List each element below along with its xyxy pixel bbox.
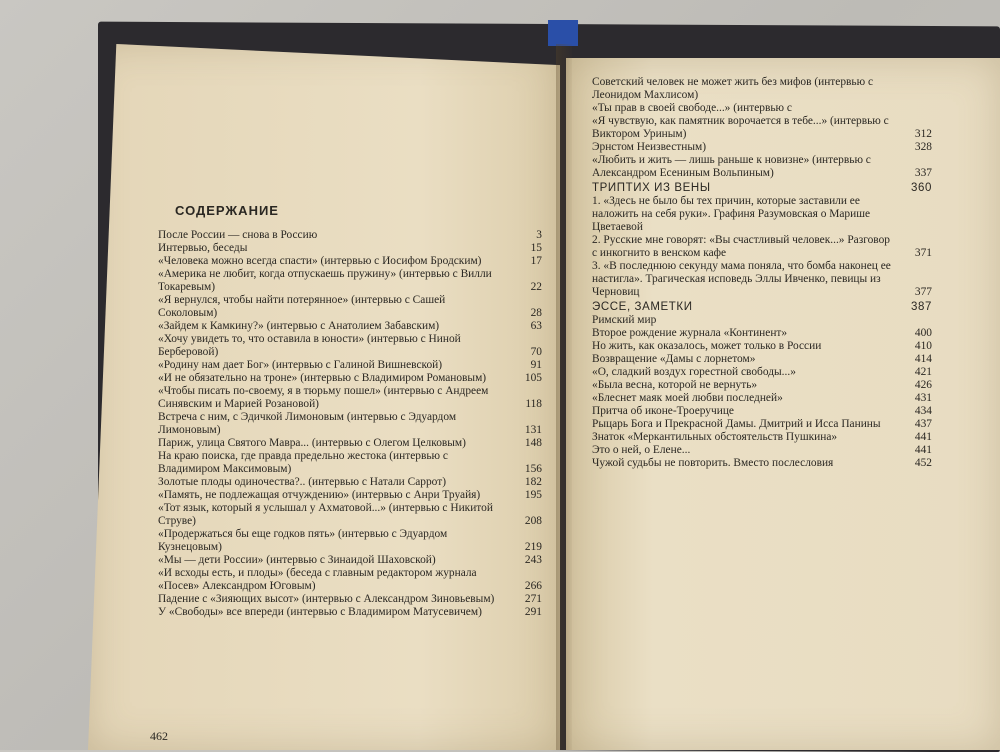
toc-entry-title: «И не обязательно на троне» (интервью с Владимиром Романовым) xyxy=(158,372,487,384)
toc-entry-title: Золотые плоды одиночества?.. (интервью с Натали Саррот) xyxy=(158,476,446,488)
page-number: 462 xyxy=(150,729,168,743)
toc-entry-title: Это о ней, о Елене... xyxy=(592,444,691,456)
toc-entry-page: 337 xyxy=(914,167,932,179)
toc-entry-page: 91 xyxy=(530,359,542,371)
toc-entry xyxy=(592,405,932,418)
toc-entry-page: 434 xyxy=(914,405,932,417)
toc-entry-page: 266 xyxy=(524,580,542,592)
toc-entry-title: ТРИПТИХ ИЗ ВЕНЫ xyxy=(592,182,711,194)
toc-entry-title: «Человека можно всегда спасти» (интервью с Иосифом Бродским) xyxy=(158,255,482,267)
toc-entry xyxy=(158,372,542,385)
toc-entry xyxy=(158,268,542,294)
toc-entry-title: Падение с «Зияющих высот» (интервью с Александром Зиновьевым) xyxy=(158,593,495,605)
toc-entry-title: «Любить и жить — лишь раньше к новизне» (интервью с Александром Есениным Вольпиным) xyxy=(592,154,871,179)
toc-entry-title: «Тот язык, который я услышал у Ахматовой...» (интервью с Никитой Струве) xyxy=(158,502,493,527)
contents-heading: СОДЕРЖАНИЕ xyxy=(175,203,279,218)
toc-entry-title: После России — снова в Россию xyxy=(158,229,318,241)
toc-entry xyxy=(592,431,932,444)
toc-entry xyxy=(592,234,932,260)
toc-entry-title: «Америка не любит, когда отпускаешь пружину» (интервью с Вилли Токаревым) xyxy=(158,268,492,293)
toc-entry-title: ЭССЕ, ЗАМЕТКИ xyxy=(592,301,693,313)
toc-entry xyxy=(158,528,542,554)
toc-entry xyxy=(158,450,542,476)
toc-entry-page: 105 xyxy=(524,372,542,384)
toc-entry-title: «Чтобы писать по-своему, я в тюрьму пошел» (интервью с Андреем Синявским и Марией Розановой) xyxy=(158,385,489,410)
toc-entry xyxy=(592,102,932,115)
toc-entry-page: 208 xyxy=(524,515,542,527)
toc-entry-page: 118 xyxy=(525,398,542,410)
toc-entry xyxy=(158,437,542,450)
toc-entry-page: 431 xyxy=(914,392,932,404)
toc-entry-page: 437 xyxy=(914,418,932,430)
toc-entry-title: Возвращение «Дамы с лорнетом» xyxy=(592,353,756,365)
toc-entry-title: «Хочу увидеть то, что оставила в юности» (интервью с Ниной Берберовой) xyxy=(158,333,461,358)
toc-entry-title: Римский мир xyxy=(592,314,657,326)
toc-section-heading xyxy=(592,301,932,314)
toc-entry-page: 271 xyxy=(524,593,542,605)
cover-blue-patch xyxy=(548,20,578,46)
toc-entry xyxy=(158,411,542,437)
toc-entry-page: 371 xyxy=(914,247,932,259)
toc-entry-page: 377 xyxy=(914,286,932,298)
toc-entry-title: 1. «Здесь не было бы тех причин, которые заставили ее наложить на себя руки». Графиня Разумовская о Марише Цветаевой xyxy=(592,195,871,233)
toc-entry-page: 156 xyxy=(524,463,542,475)
toc-entry-title: «Мы — дети России» (интервью с Зинаидой Шаховской) xyxy=(158,554,436,566)
toc-entry-page: 17 xyxy=(530,255,542,267)
toc-entry-title: У «Свободы» все впереди (интервью с Владимиром Матусевичем) xyxy=(158,606,482,618)
toc-entry-title: «Продержаться бы еще годков пять» (интервью с Эдуардом Кузнецовым) xyxy=(158,528,448,553)
toc-entry-title: «И всходы есть, и плоды» (беседа с главным редактором журнала «Посев» Александром Юговым) xyxy=(158,567,477,592)
toc-entry xyxy=(158,294,542,320)
toc-entry xyxy=(592,392,932,405)
toc-entry-page: 243 xyxy=(524,554,542,566)
toc-entry-title: Но жить, как оказалось, может только в России xyxy=(592,340,822,352)
toc-entry-page: 22 xyxy=(530,281,542,293)
toc-entry-title: «О, сладкий воздух горестной свободы...» xyxy=(592,366,796,378)
left-toc xyxy=(158,229,542,619)
toc-entry xyxy=(158,489,542,502)
toc-entry-title: Второе рождение журнала «Континент» xyxy=(592,327,788,339)
toc-entry-title: Советский человек не может жить без мифов (интервью с Леонидом Махлисом) xyxy=(592,76,874,101)
toc-entry xyxy=(158,606,542,619)
toc-entry-title: «Память, не подлежащая отчуждению» (интервью с Анри Труайя) xyxy=(158,489,481,501)
toc-entry-title: «Была весна, которой не вернуть» xyxy=(592,379,758,391)
toc-entry-title: На краю поиска, где правда предельно жестока (интервью с Владимиром Максимовым) xyxy=(158,450,448,475)
toc-entry xyxy=(592,76,932,102)
toc-entry xyxy=(158,242,542,255)
toc-entry-page: 63 xyxy=(530,320,542,332)
toc-entry-page: 387 xyxy=(911,301,932,313)
toc-entry-page: 441 xyxy=(914,444,932,456)
toc-entry-page: 219 xyxy=(524,541,542,553)
toc-entry xyxy=(158,567,542,593)
toc-entry-title: Рыцарь Бога и Прекрасной Дамы. Дмитрий и Исса Панины xyxy=(592,418,881,430)
toc-entry-title: Притча об иконе-Троеручице xyxy=(592,405,734,417)
toc-entry xyxy=(158,385,542,411)
toc-entry xyxy=(592,418,932,431)
toc-entry-title: Париж, улица Святого Мавра... (интервью с Олегом Целковым) xyxy=(158,437,466,449)
toc-entry xyxy=(592,353,932,366)
toc-entry-title: Встреча с ним, с Эдичкой Лимоновым (интервью с Эдуардом Лимоновым) xyxy=(158,411,457,436)
toc-entry-page: 312 xyxy=(914,128,932,140)
toc-entry-page: 3 xyxy=(536,229,542,241)
toc-entry-page: 15 xyxy=(530,242,542,254)
toc-entry xyxy=(592,379,932,392)
toc-entry xyxy=(158,554,542,567)
toc-entry xyxy=(592,141,932,154)
right-toc xyxy=(592,76,932,470)
toc-entry xyxy=(592,457,932,470)
toc-entry-page: 410 xyxy=(914,340,932,352)
toc-entry xyxy=(592,366,932,379)
toc-entry-title: «Блеснет маяк моей любви последней» xyxy=(592,392,783,404)
toc-entry xyxy=(592,444,932,457)
toc-entry-title: Знаток «Меркантильных обстоятельств Пушкина» xyxy=(592,431,838,443)
toc-entry-page: 291 xyxy=(524,606,542,618)
toc-entry xyxy=(592,195,932,234)
toc-entry-page: 400 xyxy=(914,327,932,339)
toc-entry-page: 131 xyxy=(524,424,542,436)
toc-entry-title: «Родину нам дает Бог» (интервью с Галиной Вишневской) xyxy=(158,359,443,371)
toc-entry-title: «Я вернулся, чтобы найти потерянное» (интервью с Сашей Соколовым) xyxy=(158,294,446,319)
toc-entry xyxy=(158,359,542,372)
toc-entry xyxy=(158,255,542,268)
toc-entry xyxy=(158,229,542,242)
toc-entry xyxy=(158,476,542,489)
toc-entry xyxy=(592,154,932,180)
toc-entry-title: «Я чувствую, как памятник ворочается в тебе...» (интервью с Виктором Уриным) xyxy=(592,115,889,140)
toc-entry-title: 2. Русские мне говорят: «Вы счастливый человек...» Разговор с инкогнито в венском кафе xyxy=(592,234,891,259)
toc-entry xyxy=(158,320,542,333)
toc-entry-page: 70 xyxy=(530,346,542,358)
toc-entry-page: 441 xyxy=(914,431,932,443)
toc-entry-page: 360 xyxy=(911,182,932,194)
toc-entry-page: 182 xyxy=(524,476,542,488)
toc-entry-page: 328 xyxy=(914,141,932,153)
toc-entry-page: 28 xyxy=(530,307,542,319)
toc-entry-page: 426 xyxy=(914,379,932,391)
toc-entry xyxy=(592,327,932,340)
toc-entry-title: Интервью, беседы xyxy=(158,242,248,254)
toc-entry-title: «Зайдем к Камкину?» (интервью с Анатолием Забавским) xyxy=(158,320,440,332)
toc-entry xyxy=(592,115,932,141)
toc-entry xyxy=(158,593,542,606)
toc-entry-page: 414 xyxy=(914,353,932,365)
toc-entry-page: 452 xyxy=(914,457,932,469)
toc-entry-page: 421 xyxy=(914,366,932,378)
toc-entry xyxy=(592,340,932,353)
toc-entry-title: Эрнстом Неизвестным) xyxy=(592,141,707,153)
toc-entry xyxy=(158,502,542,528)
toc-entry xyxy=(592,260,932,299)
toc-entry-title: 3. «В последнюю секунду мама поняла, что бомба наконец ее настигла». Трагическая исповедь Эллы Ивченко, певицы из Черновиц xyxy=(592,260,891,298)
toc-entry xyxy=(158,333,542,359)
toc-entry-page: 148 xyxy=(524,437,542,449)
toc-entry-title: «Ты прав в своей свободе...» (интервью с xyxy=(592,102,792,114)
toc-entry-title: Чужой судьбы не повторить. Вместо послесловия xyxy=(592,457,834,469)
toc-entry-page: 195 xyxy=(524,489,542,501)
book-gutter xyxy=(556,44,572,750)
toc-entry xyxy=(592,314,932,327)
toc-section-heading xyxy=(592,182,932,195)
